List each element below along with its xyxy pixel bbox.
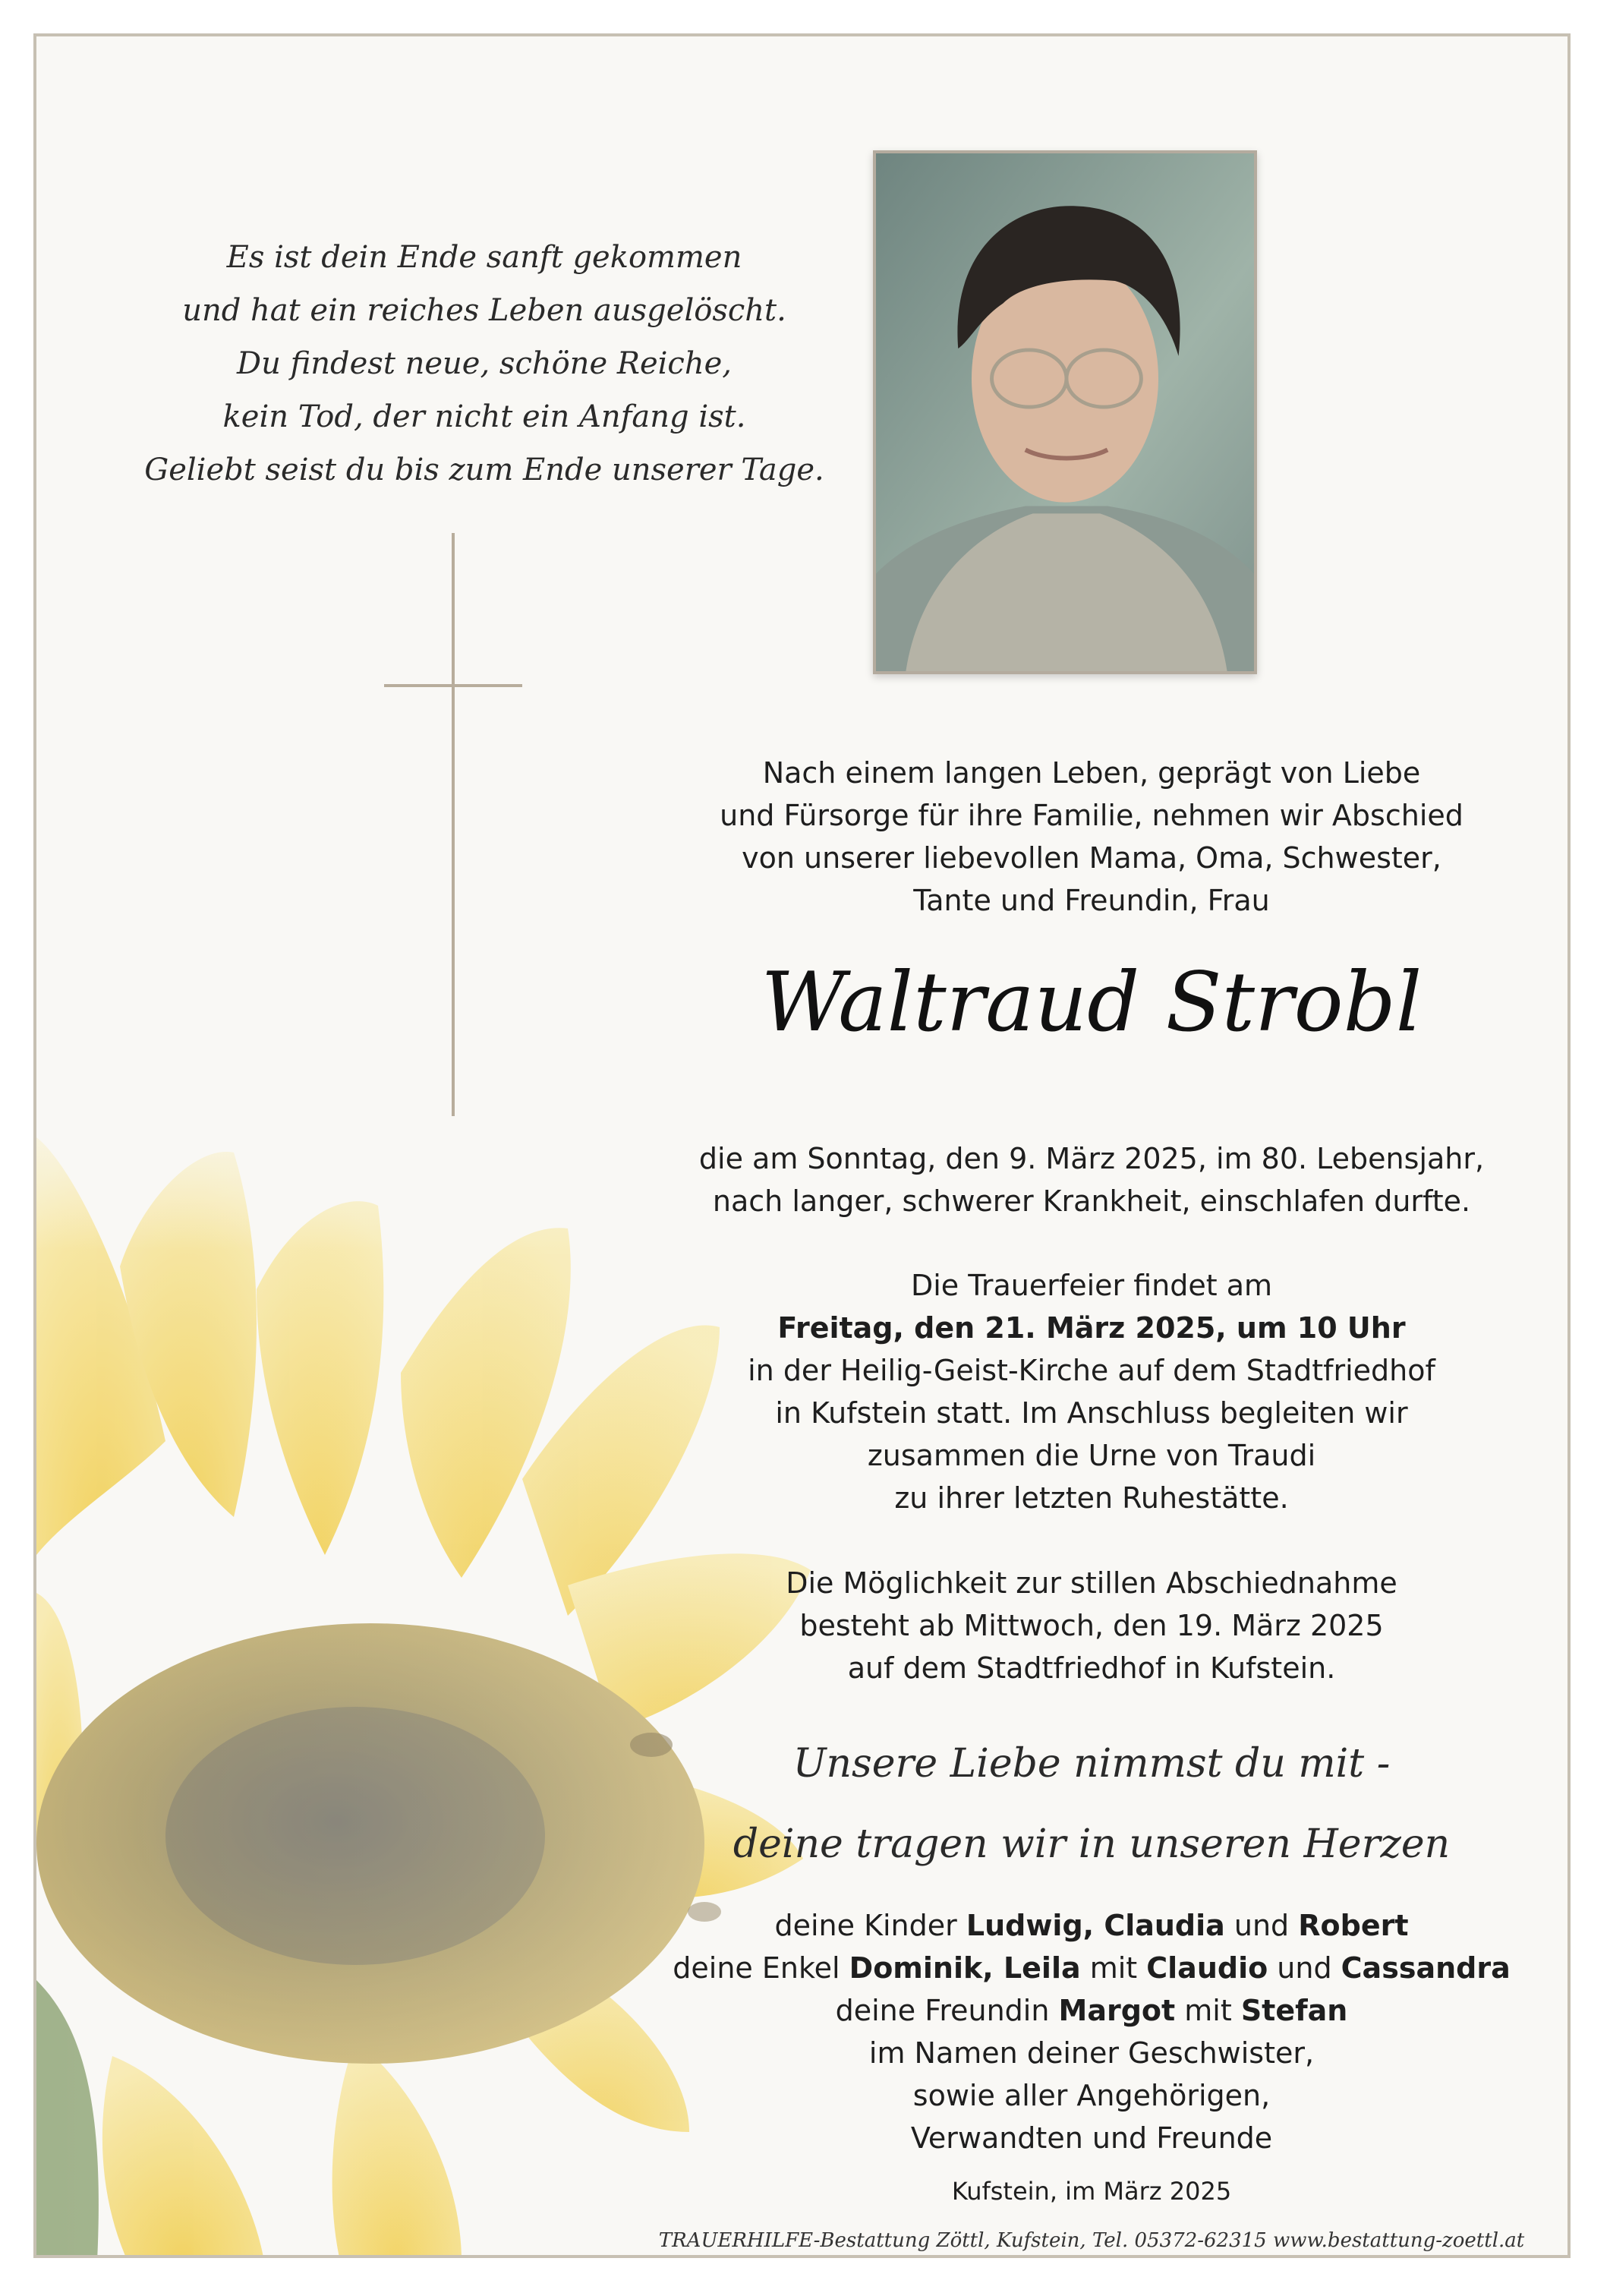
children-names: Ludwig, Claudia xyxy=(966,1909,1225,1942)
quote-line: deine tragen wir in unseren Herzen xyxy=(733,1821,1451,1867)
quote-line: Unsere Liebe nimmst du mit - xyxy=(792,1741,1391,1787)
poem-line: und hat ein reiches Leben ausgelöscht. xyxy=(182,293,786,328)
friend-line: deine Freundin Margot mit Stefan xyxy=(835,1994,1348,2027)
obituary-card xyxy=(33,33,1571,2258)
ceremony-line: zu ihrer letzten Ruhestätte. xyxy=(894,1481,1289,1515)
intro-line: und Fürsorge für ihre Familie, nehmen wir Abschied xyxy=(720,799,1463,832)
farewell-info xyxy=(629,1562,1555,1689)
grandchildren-line: deine Enkel Dominik, Leila mit Claudio und Cassandra xyxy=(673,1951,1511,1985)
death-notice xyxy=(629,1137,1555,1222)
ceremony-line: zusammen die Urne von Traudi xyxy=(867,1439,1316,1472)
poem-line: Du findest neue, schöne Reiche, xyxy=(237,346,732,381)
children-line: deine Kinder Ludwig, Claudia und Robert xyxy=(774,1909,1409,1942)
friend-partner: Stefan xyxy=(1240,1994,1348,2027)
closing-quote xyxy=(629,1724,1555,1884)
friends-line: Verwandten und Freunde xyxy=(910,2121,1273,2155)
poem-line: kein Tod, der nicht ein Anfang ist. xyxy=(222,399,746,434)
grandchild-name: Cassandra xyxy=(1341,1951,1511,1985)
ceremony-line: Die Trauerfeier findet am xyxy=(910,1269,1273,1302)
child-name: Robert xyxy=(1298,1909,1409,1942)
siblings-line: im Namen deiner Geschwister, xyxy=(868,2036,1315,2070)
cross-icon-bar xyxy=(384,684,522,687)
grandchild-partner: Claudio xyxy=(1146,1951,1268,1985)
friend-name: Margot xyxy=(1058,1994,1176,2027)
farewell-line: Die Möglichkeit zur stillen Abschiednahme xyxy=(786,1566,1397,1600)
place-date: Kufstein, im März 2025 xyxy=(951,2177,1232,2206)
farewell-line: auf dem Stadtfriedhof in Kufstein. xyxy=(847,1651,1336,1685)
intro-line: von unserer liebevollen Mama, Oma, Schwester, xyxy=(742,841,1441,875)
death-line: die am Sonntag, den 9. März 2025, im 80. Lebensjahr, xyxy=(698,1142,1485,1175)
intro-line: Nach einem langen Leben, geprägt von Liebe xyxy=(762,756,1421,790)
grandchildren-names: Dominik, Leila xyxy=(849,1951,1081,1985)
intro-text xyxy=(629,752,1555,922)
poem-line: Geliebt seist du bis zum Ende unserer Tage. xyxy=(144,453,824,487)
intro-line: Tante und Freundin, Frau xyxy=(913,884,1270,917)
ceremony-info xyxy=(629,1264,1555,1519)
cross-icon xyxy=(452,533,455,1116)
deceased-name: Waltraud Strobl xyxy=(761,955,1423,1050)
portrait-image xyxy=(876,153,1254,671)
ceremony-date: Freitag, den 21. März 2025, um 10 Uhr xyxy=(777,1311,1406,1345)
farewell-line: besteht ab Mittwoch, den 19. März 2025 xyxy=(799,1609,1384,1642)
ceremony-line: in Kufstein statt. Im Anschluss begleiten wir xyxy=(775,1396,1408,1430)
mourners-list xyxy=(629,1904,1555,2159)
funeral-home-footer: TRAUERHILFE-Bestattung Zöttl, Kufstein, Tel. 05372-62315 www.bestattung-zoettl.at xyxy=(658,2229,1525,2252)
ceremony-line: in der Heilig-Geist-Kirche auf dem Stadtfriedhof xyxy=(748,1354,1435,1387)
portrait-photo xyxy=(873,150,1257,674)
poem xyxy=(135,231,833,497)
death-line: nach langer, schwerer Krankheit, einschlafen durfte. xyxy=(712,1184,1471,1218)
relatives-line: sowie aller Angehörigen, xyxy=(912,2079,1271,2112)
poem-line: Es ist dein Ende sanft gekommen xyxy=(226,240,742,275)
